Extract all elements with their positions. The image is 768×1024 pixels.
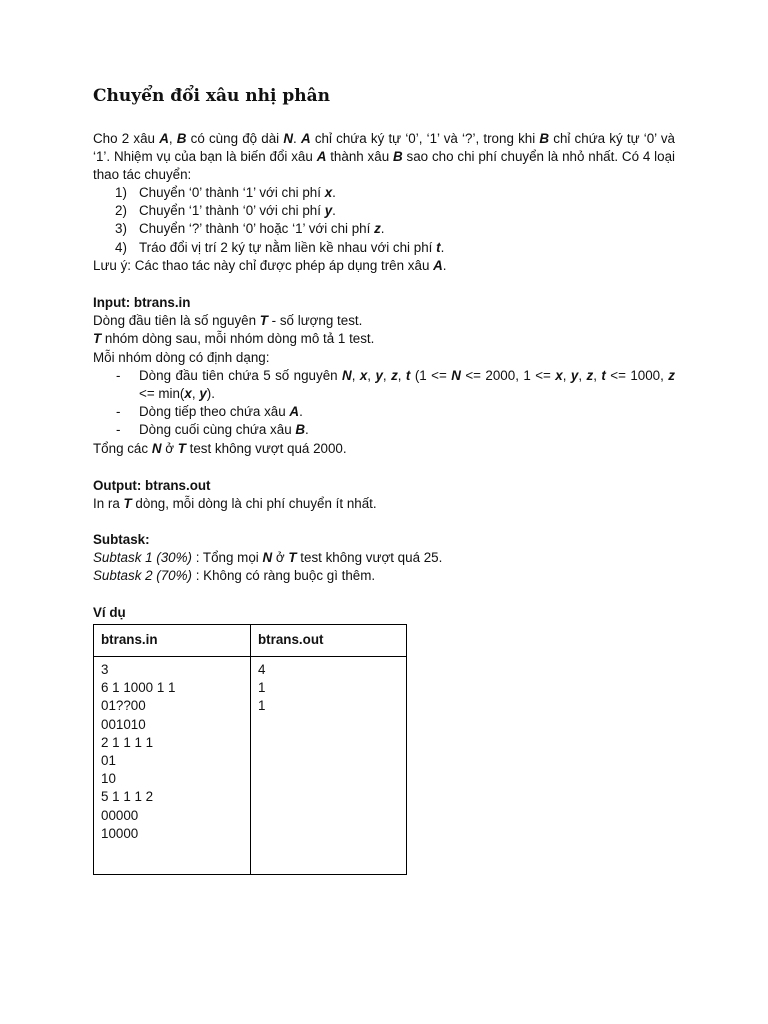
sample-line: 1 bbox=[258, 698, 266, 714]
input-sample-cell bbox=[94, 657, 251, 875]
sample-line: 001010 bbox=[101, 716, 146, 732]
input-heading: Input: btrans.in bbox=[93, 295, 191, 310]
table-row bbox=[94, 657, 407, 875]
output-heading: Output: btrans.out bbox=[93, 478, 211, 493]
subtask-line: Subtask 2 (70%) : Không có ràng buộc gì thêm. bbox=[93, 568, 376, 584]
sample-line: 3 bbox=[101, 662, 109, 677]
sample-line: 4 bbox=[258, 662, 266, 677]
input-line: Tổng các N ở T test không vượt quá 2000. bbox=[93, 440, 347, 456]
page-title: Chuyển đổi xâu nhị phân bbox=[93, 86, 330, 106]
input-line: Dòng đầu tiên là số nguyên T - số lượng test. bbox=[93, 313, 363, 329]
subtask-heading: Subtask: bbox=[93, 532, 150, 547]
sample-line: 01 bbox=[101, 752, 116, 768]
table-header-row bbox=[94, 625, 407, 657]
sample-line: 00000 bbox=[101, 807, 139, 823]
operations-list bbox=[93, 184, 693, 275]
example-heading: Ví dụ bbox=[93, 605, 126, 620]
note-line: Lưu ý: Các thao tác này chỉ được phép áp dụng trên xâu A. bbox=[93, 257, 447, 273]
list-item: - Dòng đầu tiên chứa 5 số nguyên N, x, y, z, t (1 <= N <= 2000, 1 <= x, y, z, t <= 1000, z <= min(x, y). bbox=[116, 367, 675, 402]
subtask-line: Subtask 1 (30%) : Tổng mọi N ở T test không vượt quá 25. bbox=[93, 550, 443, 566]
sample-line: 2 1 1 1 1 bbox=[101, 734, 154, 750]
table-header-cell: btrans.in bbox=[94, 625, 251, 657]
sample-line: 01??00 bbox=[101, 698, 146, 714]
sample-line: 5 1 1 1 2 bbox=[101, 789, 154, 805]
list-item: - Dòng cuối cùng chứa xâu B. bbox=[116, 422, 309, 438]
list-item: 1) Chuyển ‘0’ thành ‘1’ với chi phí x. bbox=[115, 185, 336, 200]
problem-statement: Cho 2 xâu A, B có cùng độ dài N. A chỉ chứa ký tự ‘0’, ‘1’ và ‘?’, trong khi B chỉ chứa ký tự ‘0’ và ‘1’. Nhiệm vụ của bạn là biến đổi xâu A thành xâu B sao cho chi phí chuyển là nhỏ nhất. Có 4 loại thao tác chuyển: bbox=[93, 131, 675, 183]
sample-line: 10000 bbox=[101, 825, 139, 841]
subtask-section bbox=[93, 531, 442, 586]
list-item: 2) Chuyển ‘1’ thành ‘0’ với chi phí y. bbox=[115, 203, 336, 219]
input-section bbox=[93, 294, 675, 458]
input-line: Mỗi nhóm dòng có định dạng: bbox=[93, 349, 270, 365]
sample-line: 1 bbox=[258, 680, 266, 696]
list-item: 4) Tráo đổi vị trí 2 ký tự nằm liền kề nhau với chi phí t. bbox=[115, 239, 445, 255]
example-table bbox=[93, 624, 407, 875]
sample-line: 6 1 1000 1 1 bbox=[101, 680, 176, 696]
input-line: T nhóm dòng sau, mỗi nhóm dòng mô tả 1 test. bbox=[93, 331, 375, 347]
sample-line: 10 bbox=[101, 771, 116, 787]
output-section bbox=[93, 477, 377, 513]
output-line: In ra T dòng, mỗi dòng là chi phí chuyển ít nhất. bbox=[93, 496, 377, 512]
list-item: 3) Chuyển ‘?’ thành ‘0’ hoặc ‘1’ với chi phí z. bbox=[115, 221, 385, 237]
list-item: - Dòng tiếp theo chứa xâu A. bbox=[116, 404, 303, 420]
table-header-cell: btrans.out bbox=[251, 625, 407, 657]
output-sample-cell bbox=[251, 657, 407, 875]
